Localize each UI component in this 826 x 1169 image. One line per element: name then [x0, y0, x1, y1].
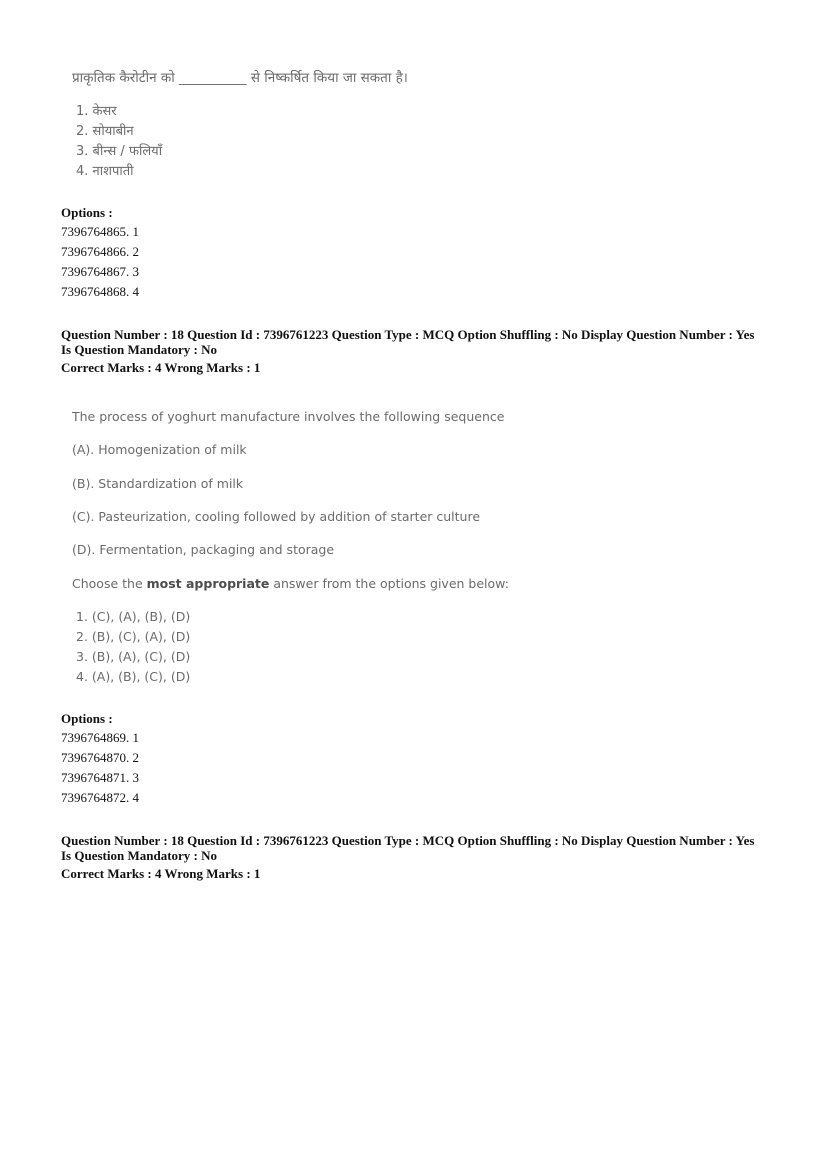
question-choice-1: 1. (C), (A), (B), (D)	[76, 609, 191, 624]
options-heading: Options :	[61, 711, 113, 726]
statement-a: (A). Homogenization of milk	[72, 442, 247, 457]
question-choice-4: 4. (A), (B), (C), (D)	[76, 669, 191, 684]
question-choice-2: 2. (B), (C), (A), (D)	[76, 629, 191, 644]
instruction-line	[72, 576, 509, 591]
question-meta-line: Question Number : 18 Question Id : 7396761223 Question Type : MCQ Option Shuffling : No Display Question Number : Yes	[61, 833, 755, 848]
options-heading: Options :	[61, 205, 113, 220]
question-choice-4: 4. नाशपाती	[76, 164, 134, 179]
question-stem: The process of yoghurt manufacture involves the following sequence	[72, 409, 505, 424]
question-mandatory-line: Is Question Mandatory : No	[61, 848, 218, 863]
marks-line: Correct Marks : 4 Wrong Marks : 1	[61, 866, 261, 881]
marks-line: Correct Marks : 4 Wrong Marks : 1	[61, 360, 261, 375]
instruction-post: answer from the options given below:	[269, 576, 509, 591]
option-id-2: 7396764870. 2	[61, 750, 139, 765]
question-choice-2: 2. सोयाबीन	[76, 124, 134, 139]
option-id-3: 7396764871. 3	[61, 770, 139, 785]
statement-d: (D). Fermentation, packaging and storage	[72, 542, 335, 557]
option-id-4: 7396764872. 4	[61, 790, 139, 805]
statement-b: (B). Standardization of milk	[72, 476, 244, 491]
question-choice-3: 3. (B), (A), (C), (D)	[76, 649, 191, 664]
statement-c: (C). Pasteurization, cooling followed by addition of starter culture	[72, 509, 481, 524]
question-stem: प्राकृतिक कैरोटीन को __________ से निष्कर्षित किया जा सकता है।	[72, 70, 408, 86]
instruction-emphasis: most appropriate	[146, 576, 270, 591]
question-choice-1: 1. केसर	[76, 104, 117, 119]
question-meta-line: Question Number : 18 Question Id : 7396761223 Question Type : MCQ Option Shuffling : No Display Question Number : Yes	[61, 327, 755, 342]
option-id-3: 7396764867. 3	[61, 264, 139, 279]
option-id-4: 7396764868. 4	[61, 284, 139, 299]
option-id-1: 7396764865. 1	[61, 224, 139, 239]
question-choice-3: 3. बीन्स / फलियाँ	[76, 144, 163, 159]
question-mandatory-line: Is Question Mandatory : No	[61, 342, 218, 357]
option-id-1: 7396764869. 1	[61, 730, 139, 745]
option-id-2: 7396764866. 2	[61, 244, 139, 259]
instruction-pre: Choose the	[72, 576, 147, 591]
